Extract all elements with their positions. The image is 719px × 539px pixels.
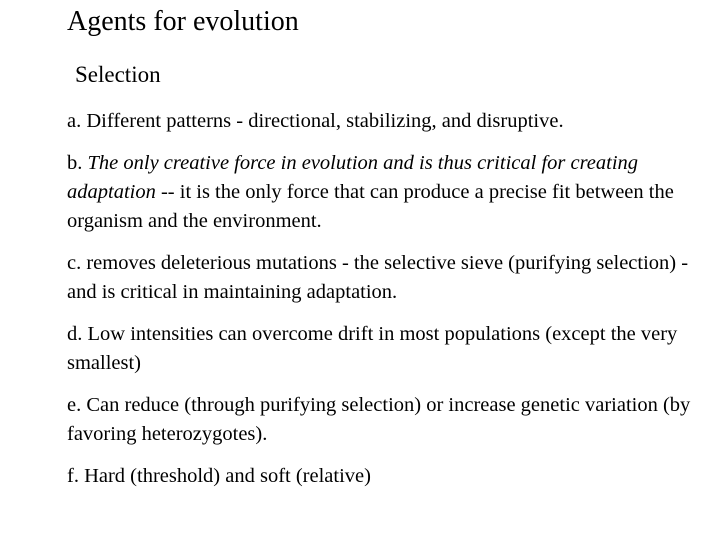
point-list [67,107,712,504]
list-item [67,462,712,491]
item-text: Low intensities can overcome drift in most populations (except the very smallest) [67,323,678,374]
item-prefix: d. [67,323,88,345]
list-item [67,149,712,236]
item-text: Can reduce (through purifying selection) or increase genetic variation (by favoring heterozygotes). [67,394,691,445]
list-item [67,391,712,449]
item-prefix: e. [67,394,87,416]
list-item [67,107,712,136]
item-prefix: f. [67,465,85,487]
list-item [67,249,712,307]
item-prefix: a. [67,110,87,132]
slide-title: Agents for evolution [67,6,299,37]
item-text: removes deleterious mutations - the selective sieve (purifying selection) - and is critical in maintaining adaptation. [67,252,689,303]
item-prefix: c. [67,252,87,274]
item-text: -- it is the only force that can produce a precise fit between the organism and the environment. [67,181,674,232]
item-emphasis: The only creative force in evolution and is thus critical for creating adaptation [67,152,639,203]
section-heading: Selection [75,62,161,87]
list-item [67,320,712,378]
item-text: Hard (threshold) and soft (relative) [84,465,371,487]
item-text: Different patterns - directional, stabilizing, and disruptive. [86,110,564,132]
item-prefix: b. [67,152,88,174]
